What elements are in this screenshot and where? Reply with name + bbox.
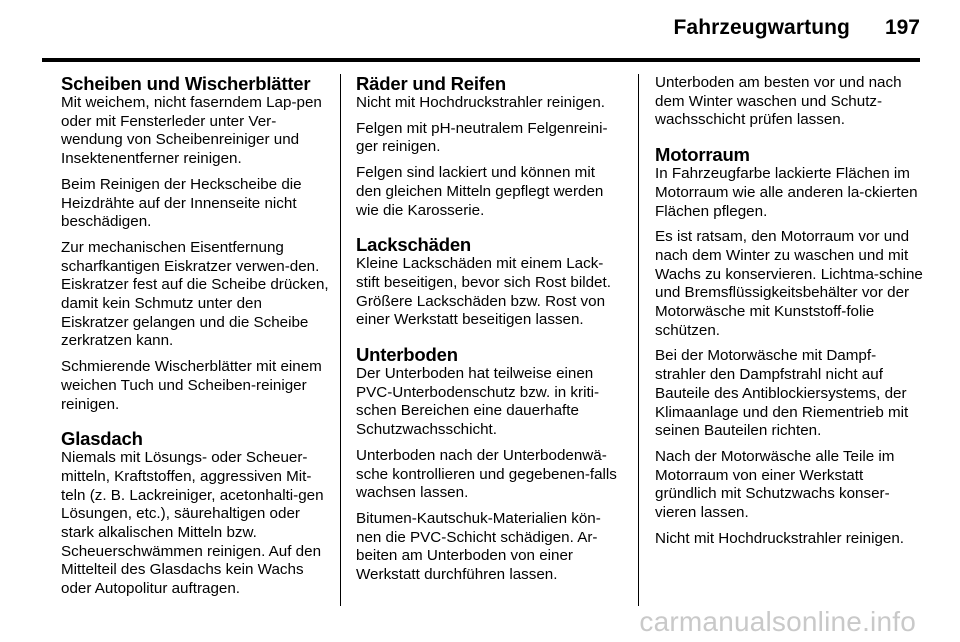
paragraph: Nicht mit Hochdruckstrahler reinigen. [655,529,904,547]
header-rule [42,58,920,62]
paragraph: Mit weichem, nicht faserndem Lap-pen oder mit Fensterleder unter Ver-wendung von Scheibenreiniger und Insektenentferner reinigen. [61,94,322,168]
paragraph: Felgen mit pH-neutralem Felgenreini-ger reinigen. [356,119,608,156]
column-divider [638,74,639,606]
paragraph: Der Unterboden hat teilweise einen PVC-Unterbodenschutz bzw. in kriti-schen Bereichen eine dauerhafte Schutzwachsschicht. [356,365,600,439]
paragraph: Nicht mit Hochdruckstrahler reinigen. [356,94,605,111]
column-divider [340,74,341,606]
page-number: 197 [884,16,920,39]
heading-raeder-reifen: Räder und Reifen [356,74,506,94]
heading-glasdach: Glasdach [61,428,143,450]
paragraph: Schmierende Wischerblätter mit einem weichen Tuch und Scheiben-reiniger reinigen. [61,358,322,413]
paragraph: Kleine Lackschäden mit einem Lack-stift beseitigen, bevor sich Rost bildet. Größere Lackschäden bzw. Rost von einer Werkstatt beseitigen lassen. [356,255,611,329]
paragraph: Unterboden am besten vor und nach dem Winter waschen und Schutz-wachsschicht prüfen lassen. [655,74,902,129]
heading-lackschaeden: Lackschäden [356,234,472,256]
paragraph: Zur mechanischen Eisentfernung scharfkantigen Eiskratzer verwen-den. Eiskratzer fest auf die Scheibe drücken, damit kein Schmutz unter den Eiskratzer gelangen und die Scheibe zerkratzen kann. [61,238,329,350]
watermark: carmanualsonline.info [639,606,916,637]
column-3 [655,74,923,602]
heading-scheiben-wischerblaetter: Scheiben und Wischerblätter [61,74,311,94]
paragraph: Felgen sind lackiert und können mit den gleichen Mitteln gepflegt werden wie die Karosserie. [356,164,604,219]
paragraph: Bitumen-Kautschuk-Materialien kön-nen die PVC-Schicht schädigen. Ar-beiten am Unterboden von einer Werkstatt durchführen lassen. [356,509,601,584]
page-title: Fahrzeugwartung [673,16,850,39]
heading-unterboden: Unterboden [356,344,458,366]
paragraph: In Fahrzeugfarbe lackierte Flächen im Motorraum wie alle anderen la-ckierten Flächen pflegen. [655,165,918,220]
column-2 [356,74,624,602]
paragraph: Es ist ratsam, den Motorraum vor und nach dem Winter zu waschen und mit Wachs zu konservieren. Lichtma-schine und Bremsflüssigkeitsbehälter vor der Motorwäsche mit Kunststoff-folie schützen. [655,228,923,339]
paragraph: Beim Reinigen der Heckscheibe die Heizdrähte auf der Innenseite nicht beschädigen. [61,175,302,231]
heading-motorraum: Motorraum [655,144,750,166]
paragraph: Nach der Motorwäsche alle Teile im Motorraum von einer Werkstatt gründlich mit Schutzwachs konser-vieren lassen. [655,447,895,522]
paragraph: Bei der Motorwäsche mit Dampf-strahler den Dampfstrahl nicht auf Bauteile des Antiblockiersystems, der Klimaanlage und den Riementrieb mit seinen Bauteilen richten. [655,347,909,440]
paragraph: Niemals mit Lösungs- oder Scheuer-mitteln, Kraftstoffen, aggressiven Mit-teln (z. B. Lackreiniger, acetonhalti-gen Lösungen, etc.), säurehaltigen oder stark alkalischen Mitteln bzw. Scheuerschwämmen reinigen. Auf den Mittelteil des Glasdachs kein Wachs oder Autopolitur auftragen. [61,449,324,598]
column-1 [61,74,329,602]
paragraph: Unterboden nach der Unterbodenwä-sche kontrollieren und gegebenen-falls wachsen lassen. [356,446,617,502]
